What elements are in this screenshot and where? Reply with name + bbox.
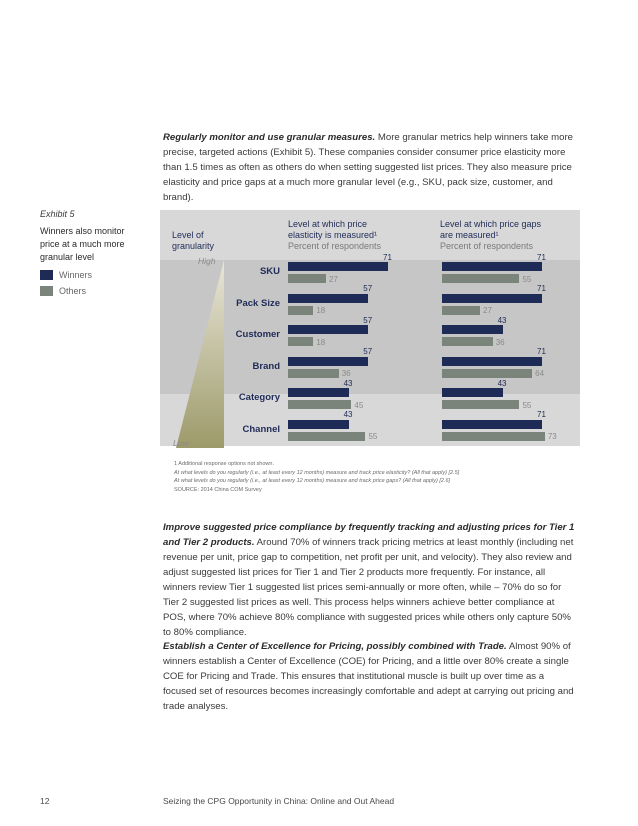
bar-p1-pack-size-winners (288, 294, 368, 303)
value-label-p2-category-others: 55 (522, 400, 532, 410)
granularity-header (172, 230, 214, 252)
value-label-p1-customer-others: 18 (316, 337, 326, 347)
bar-p1-customer-winners (288, 325, 368, 334)
bar-p2-sku-others (442, 274, 519, 283)
legend-others (40, 286, 145, 296)
value-label-p1-sku-others: 27 (329, 274, 338, 284)
elasticity-header (288, 219, 381, 252)
coe-paragraph (163, 639, 575, 714)
category-label-customer: Customer (235, 329, 280, 340)
note-source: SOURCE: 2014 China COM Survey (174, 486, 262, 493)
bar-p1-category-others (288, 400, 351, 409)
value-label-p1-channel-winners: 43 (343, 410, 353, 419)
footer-title: Seizing the CPG Opportunity in China: Online and Out Ahead (163, 796, 395, 806)
value-label-p2-category-winners: 43 (497, 378, 507, 388)
elasticity-header-line2: elasticity is measured¹ (288, 230, 378, 240)
legend-others-label: Others (59, 286, 87, 296)
bar-p1-pack-size-others (288, 306, 313, 315)
bar-p2-channel-others (442, 432, 545, 441)
intro-paragraph (163, 130, 575, 205)
category-label-pack-size: Pack Size (236, 297, 280, 309)
legend-winners-swatch (40, 270, 53, 280)
bar-p2-category-others (442, 400, 519, 409)
bar-p2-category-winners (442, 388, 503, 397)
value-label-p2-brand-others: 64 (535, 369, 545, 378)
elasticity-header-line1: Level at which price (288, 219, 368, 229)
value-label-p1-sku-winners: 71 (383, 252, 392, 262)
intro-paragraph-lead: Regularly monitor and use granular measures. (163, 132, 376, 143)
price-gap-header-line2: are measured¹ (440, 230, 499, 240)
compliance-paragraph (163, 520, 575, 640)
coe-paragraph-lead: Establish a Center of Excellence for Pricing, possibly combined with Trade. (163, 641, 507, 652)
bar-p1-brand-winners (288, 357, 368, 366)
value-label-p1-pack-size-winners: 57 (363, 284, 373, 293)
note-2: At what levels do you regularly (i.e., at least every 12 months) measure and track price elasticity? (All that apply) [2.5] (174, 469, 460, 476)
value-label-p2-channel-others: 73 (547, 432, 557, 441)
elasticity-header-sub: Percent of respondents (288, 241, 382, 251)
value-label-p2-brand-winners: 71 (537, 347, 546, 356)
category-label-sku: SKU (259, 266, 280, 277)
bar-p1-sku-winners (288, 262, 388, 271)
value-label-p2-sku-others: 55 (522, 274, 532, 284)
category-label-category: Category (238, 392, 280, 403)
price-gap-header-line1: Level at which price gaps (440, 219, 542, 229)
category-label-brand: Brand (252, 360, 280, 372)
bar-p2-sku-winners (442, 262, 542, 271)
bar-p2-pack-size-winners (442, 294, 542, 303)
bar-p1-channel-winners (288, 420, 349, 429)
exhibit-chart (160, 210, 580, 512)
value-label-p2-customer-others: 36 (495, 337, 505, 347)
bar-p1-sku-others (288, 274, 326, 283)
value-label-p2-channel-winners: 71 (537, 410, 546, 419)
price-gap-header-sub: Percent of respondents (440, 241, 534, 251)
granularity-header-line2: granularity (172, 241, 215, 251)
page-number: 12 (40, 796, 50, 806)
value-label-p1-brand-winners: 57 (363, 347, 373, 356)
bar-p1-category-winners (288, 388, 349, 397)
legend-others-swatch (40, 286, 53, 296)
value-label-p2-pack-size-winners: 71 (537, 284, 546, 293)
value-label-p1-customer-winners: 57 (363, 315, 373, 325)
note-3: At what levels do you regularly (i.e., at least every 12 months) measure and track price gaps? (All that apply) [2.6] (174, 478, 451, 484)
bar-p1-customer-others (288, 337, 313, 346)
legend-winners (40, 270, 145, 280)
value-label-p2-sku-winners: 71 (537, 252, 546, 262)
value-label-p1-category-others: 45 (354, 400, 364, 410)
exhibit-sidebar (40, 209, 145, 296)
category-label-channel: Channel (242, 423, 280, 435)
value-label-p1-pack-size-others: 18 (316, 306, 326, 315)
intro-paragraph-body: More granular metrics help winners take more precise, targeted actions (Exhibit 5). These companies consider consumer price elasticity more than 1.5 times as often as others do when setting suggested list prices. They also measure price elasticity and price gaps at a much more granular level (e.g., SKU, pack size, customer, and brand). (163, 132, 574, 203)
value-label-p1-channel-others: 55 (368, 432, 378, 441)
chart-notes (174, 460, 574, 494)
low-label: Low (173, 438, 189, 448)
compliance-paragraph-body: Around 70% of winners track pricing metrics at least monthly (including net revenue per unit, price gap to competition, net profit per unit, and velocity). They also review and adjust suggested list prices for Tier 1 and Tier 2 products more frequently. For instance, all winners review Tier 1 suggested list prices semi-annually or more often, while – 70% do so for Tier 2 suggested list prices as well. This process helps winners achieve better compliance at POS, where 70% achieve 80% compliance with suggested prices while others only capture 50% to 80% compliance. (163, 537, 574, 638)
bar-p2-customer-others (442, 337, 493, 346)
bar-p2-pack-size-others (442, 306, 480, 315)
value-label-p1-brand-others: 36 (341, 369, 351, 378)
bar-p1-channel-others (288, 432, 365, 441)
value-label-p2-pack-size-others: 27 (483, 306, 492, 315)
bar-p2-channel-winners (442, 420, 542, 429)
granularity-header-line1: Level of (172, 230, 204, 240)
bar-p2-brand-others (442, 369, 532, 378)
bar-p2-customer-winners (442, 325, 503, 334)
exhibit-label: Exhibit 5 (40, 209, 75, 219)
exhibit-title: Winners also monitor price at a much more granular level (40, 226, 125, 262)
note-1: 1 Additional response options not shown. (174, 461, 274, 467)
price-gap-header (440, 219, 541, 252)
bar-p2-brand-winners (442, 357, 542, 366)
compliance-paragraph-lead: Improve suggested price compliance by frequently tracking and adjusting prices for Tier 1 and Tier 2 products. (163, 522, 575, 548)
coe-paragraph-body: Almost 90% of winners establish a Center of Excellence (COE) for Pricing, and a little over 80% create a single COE for Pricing and Trade. This ensures that institutional muscle is built up over time as a focused set of resources becomes increasingly comfortable and adept at carrying out pricing and trade analyses. (163, 641, 574, 712)
high-label: High (198, 256, 216, 266)
value-label-p1-category-winners: 43 (343, 378, 353, 388)
value-label-p2-customer-winners: 43 (497, 315, 507, 325)
legend-winners-label: Winners (59, 270, 93, 280)
bar-p1-brand-others (288, 369, 339, 378)
